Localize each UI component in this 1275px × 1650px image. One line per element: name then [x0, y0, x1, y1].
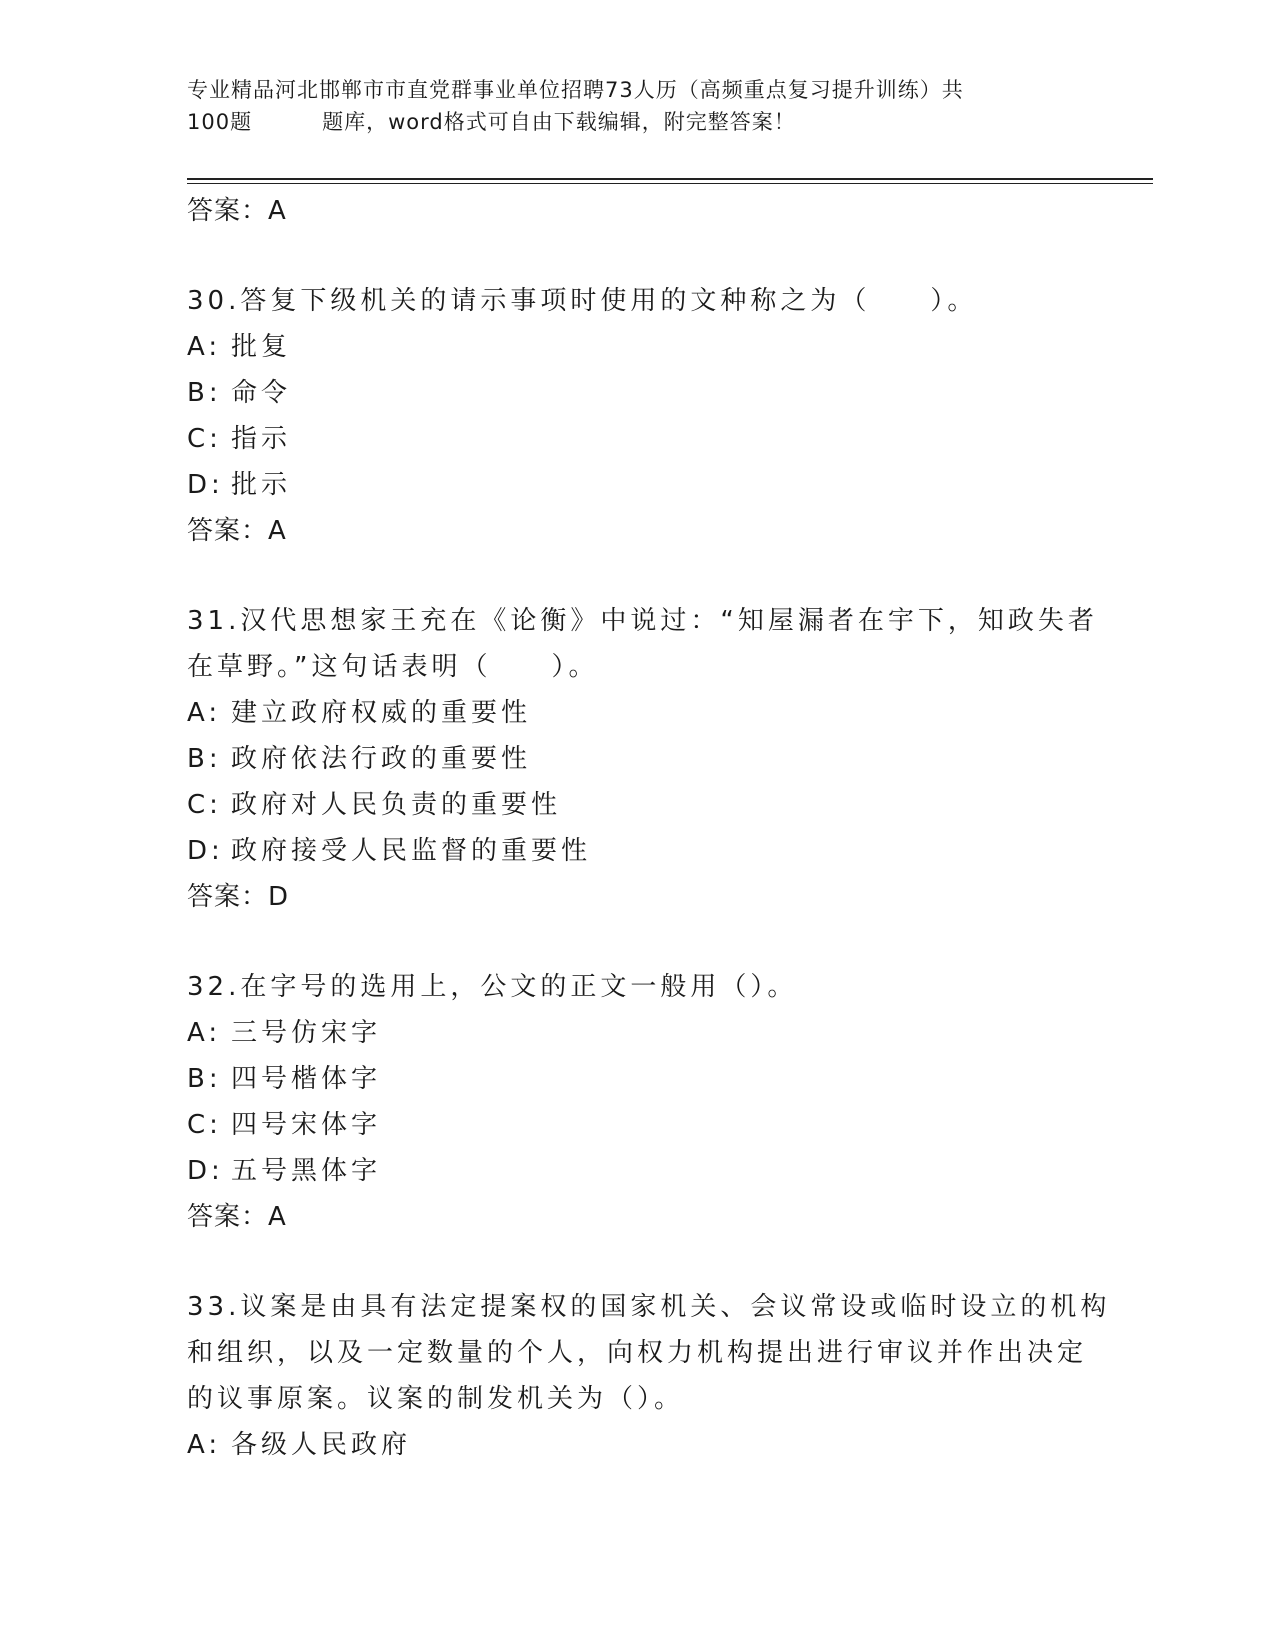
question-list — [187, 188, 1111, 1468]
option-item: A: 批复 — [187, 332, 292, 362]
question-item — [187, 278, 1087, 554]
answer-line: 答案：D — [187, 882, 290, 912]
question-item — [187, 598, 1098, 920]
option-item: B: 政府依法行政的重要性 — [187, 744, 532, 774]
header-line-1: 专业精品河北邯郸市市直党群事业单位招聘73人历（高频重点复习提升训练）共 — [187, 78, 964, 102]
question-text: 30.答复下级机关的请示事项时使用的文种称之为（ ）。 — [187, 286, 978, 316]
document-header — [187, 74, 1087, 138]
header-rule-thick — [187, 178, 1153, 180]
question-text: 在草野。”这句话表明（ ）。 — [187, 652, 599, 682]
option-item: C: 四号宋体字 — [187, 1110, 382, 1140]
option-item: A: 各级人民政府 — [187, 1430, 412, 1460]
option-item: C: 政府对人民负责的重要性 — [187, 790, 562, 820]
answer-line: 答案：A — [187, 1202, 287, 1232]
answer-line: 答案：A — [187, 196, 287, 226]
header-line-2 — [187, 106, 1087, 138]
option-item: B: 命令 — [187, 378, 292, 408]
option-item: A: 建立政府权威的重要性 — [187, 698, 532, 728]
option-item: A: 三号仿宋字 — [187, 1018, 382, 1048]
question-text: 31.汉代思想家王充在《论衡》中说过：“知屋漏者在宇下，知政失者 — [187, 606, 1098, 636]
answer-line: 答案：A — [187, 516, 287, 546]
question-item — [187, 1284, 1111, 1468]
header-description: 题库，word格式可自由下载编辑，附完整答案！ — [322, 110, 796, 134]
question-item — [187, 964, 1087, 1240]
question-text: 的议事原案。议案的制发机关为（）。 — [187, 1384, 685, 1414]
option-item: D: 政府接受人民监督的重要性 — [187, 836, 592, 866]
option-item: C: 指示 — [187, 424, 292, 454]
question-text: 和组织，以及一定数量的个人，向权力机构提出进行审议并作出决定 — [187, 1338, 1088, 1368]
option-item: D: 批示 — [187, 470, 292, 500]
option-item: B: 四号楷体字 — [187, 1064, 382, 1094]
option-item: D: 五号黑体字 — [187, 1156, 382, 1186]
question-text: 33.议案是由具有法定提案权的国家机关、会议常设或临时设立的机构 — [187, 1292, 1111, 1322]
header-count: 100题 — [187, 110, 253, 134]
header-rule-thin — [187, 183, 1153, 184]
question-text: 32.在字号的选用上，公文的正文一般用（）。 — [187, 972, 798, 1002]
